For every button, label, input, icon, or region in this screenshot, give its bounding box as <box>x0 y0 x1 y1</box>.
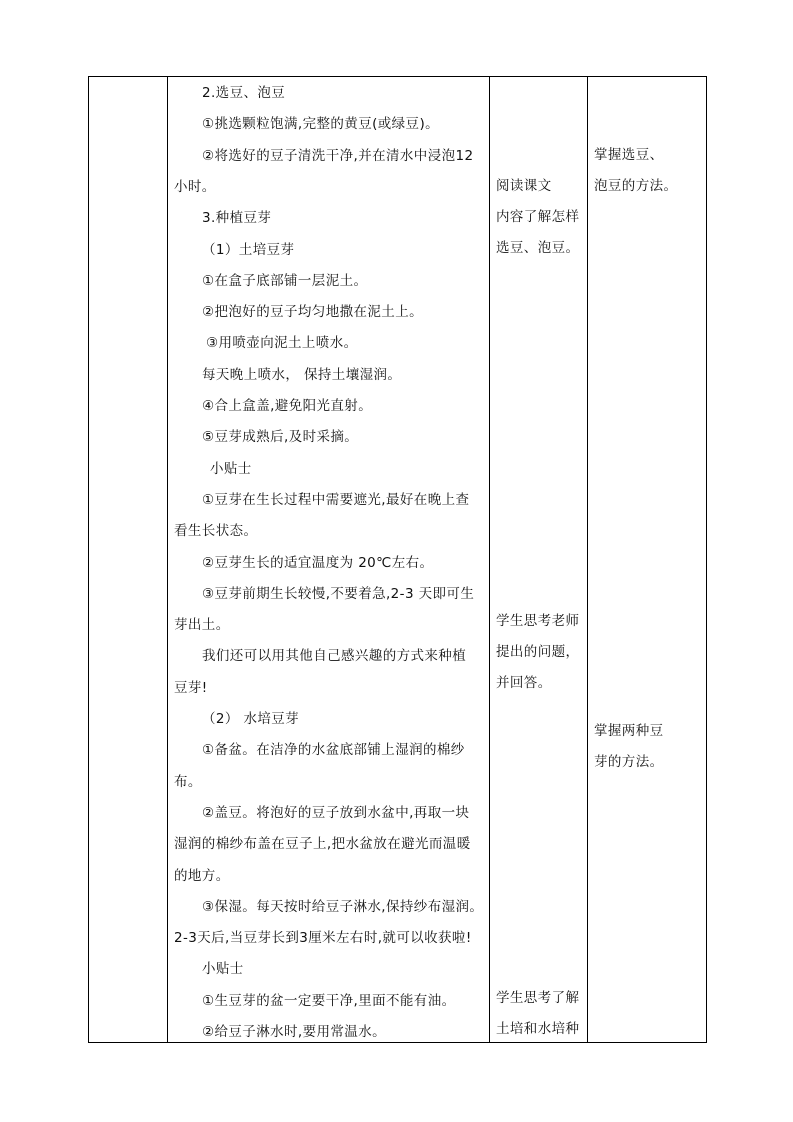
content-line: 我们还可以用其他自己感兴趣的方式来种植 <box>202 648 467 665</box>
content-line: 湿润的棉纱布盖在豆子上,把水盆放在避光而温暖 <box>174 836 471 853</box>
content-line: ①挑选颗粒饱满,完整的黄豆(或绿豆)。 <box>202 116 440 133</box>
design-intent-2 <box>594 716 664 778</box>
content-line: ②将选好的豆子清洗干净,并在清水中浸泡12 <box>202 147 474 164</box>
student-activity-line: 学生思考老师 <box>496 613 580 629</box>
design-intent-line: 掌握选豆、 <box>594 147 664 163</box>
student-activity-line: 内容了解怎样 <box>496 209 580 225</box>
content-line: ①生豆芽的盆一定要干净,里面不能有油。 <box>202 992 456 1009</box>
content-line: 每天晚上喷水， 保持土壤湿润。 <box>202 366 402 383</box>
content-line: ①备盆。在洁净的水盆底部铺上湿润的棉纱 <box>202 742 465 759</box>
content-line: 3.种植豆芽 <box>202 210 272 227</box>
content-line: 看生长状态。 <box>174 523 258 540</box>
content-line: ③用喷壶向泥土上喷水。 <box>206 335 358 352</box>
design-intent-1 <box>594 140 677 202</box>
content-line: 布。 <box>174 773 202 790</box>
student-activity-column <box>490 77 587 1042</box>
lesson-table <box>88 76 707 1043</box>
empty-column <box>89 77 167 1042</box>
content-line: ①在盒子底部铺一层泥土。 <box>202 272 368 289</box>
content-line: 2.选豆、泡豆 <box>202 85 286 101</box>
design-intent-line: 掌握两种豆 <box>594 723 664 739</box>
student-activity-3 <box>496 983 579 1042</box>
student-activity-2 <box>496 606 579 699</box>
teaching-content-column <box>168 77 489 1042</box>
content-line: （2） 水培豆芽 <box>202 711 300 727</box>
content-line: ④合上盒盖,避免阳光直射。 <box>202 398 373 414</box>
content-line: 2-3天后,当豆芽长到3厘米左右时,就可以收获啦! <box>174 930 472 947</box>
student-activity-line: 阅读课文 <box>496 178 552 194</box>
content-line: ②给豆子淋水时,要用常温水。 <box>202 1024 386 1040</box>
content-line: ①豆芽在生长过程中需要遮光,最好在晚上查 <box>202 491 470 508</box>
student-activity-line: 土培和水培种 <box>496 1021 580 1037</box>
content-line: ⑤豆芽成熟后,及时采摘。 <box>202 429 359 446</box>
content-line: ②盖豆。将泡好的豆子放到水盆中,再取一块 <box>202 804 470 821</box>
content-line: ②豆芽生长的适宜温度为 20℃左右。 <box>202 554 434 571</box>
content-line: ③豆芽前期生长较慢,不要着急,2-3 天即可生 <box>202 585 475 602</box>
student-activity-line: 选豆、泡豆。 <box>496 240 580 256</box>
content-line: （1）土培豆芽 <box>202 241 295 258</box>
student-activity-line: 并回答。 <box>496 675 552 691</box>
student-activity-line: 学生思考了解 <box>496 990 580 1006</box>
content-line: 的地方。 <box>174 867 230 884</box>
student-activity-line: 提出的问题， <box>496 644 580 660</box>
content-line: 豆芽! <box>174 679 208 696</box>
content-line: ③保湿。每天按时给豆子淋水,保持纱布湿润。 <box>202 898 484 915</box>
design-intent-column <box>588 77 706 1042</box>
design-intent-line: 芽的方法。 <box>594 754 664 770</box>
content-line: 小贴士 <box>210 460 252 477</box>
content-line: 小贴士 <box>202 961 244 978</box>
content-line: 小时。 <box>174 178 216 195</box>
student-activity-1 <box>496 171 579 264</box>
content-line: ②把泡好的豆子均匀地撒在泥土上。 <box>202 304 424 321</box>
content-line: 芽出土。 <box>174 617 230 634</box>
design-intent-line: 泡豆的方法。 <box>594 178 678 194</box>
